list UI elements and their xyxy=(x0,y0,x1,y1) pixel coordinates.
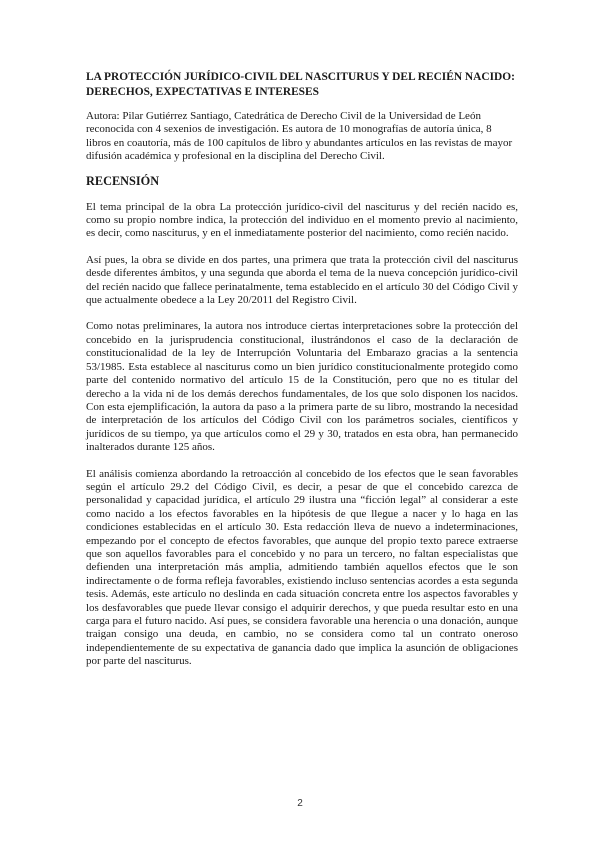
author-note: Autora: Pilar Gutiérrez Santiago, Catedrática de Derecho Civil de la Universidad de León reconocida con 4 sexenios de investigación. Es autora de 10 monografías de autoría única, 8 libros en coautoría, más de 100 capítulos de libro y abundantes artículos en las revistas de mayor difusión académica y profesional en la disciplina del Derecho Civil. xyxy=(86,110,513,163)
document-page xyxy=(86,70,518,682)
body-paragraph: Como notas preliminares, la autora nos introduce ciertas interpretaciones sobre la protección del concebido en la jurisprudencia constitucional, ilustrándonos el caso de la declaración de constitucionalidad de la ley de Interrupción Voluntaria del Embarazo gracias a la sentencia 53/1985. Esta establece al nasciturus como un bien jurídico constitucionalmente protegido como parte del contenido normativo del artículo 15 de la Constitución, pero que no es titular del derecho a la vida ni de los demás derechos fundamentales, de los que solo disponen los nacidos. Con esta ejemplificación, la autora da paso a la primera parte de su libro, mostrando la necesidad de interpretación de los artículos del Código Civil con los parámetros sociales, científicos y jurídicos de su tiempo, ya que artículos como el 29 y 30, tratados en esta obra, han permanecido inalterados durante 125 años. xyxy=(86,320,518,454)
body-paragraph: Así pues, la obra se divide en dos partes, una primera que trata la protección civil del nasciturus desde diferentes ámbitos, y una segunda que aborda el tema de la nueva concepción jurídico-civil del recién nacido que fallece perinatalmente, tema establecido en el artículo 30 del Código Civil y que actualmente obedece a la Ley 20/2011 del Registro Civil. xyxy=(86,253,518,307)
document-title: LA PROTECCIÓN JURÍDICO-CIVIL DEL NASCITURUS Y DEL RECIÉN NACIDO: DERECHOS, EXPECTATIVAS E INTERESES xyxy=(86,71,515,98)
section-heading: RECENSIÓN xyxy=(86,173,160,188)
body-paragraph: El tema principal de la obra La protección jurídico-civil del nasciturus y del recién nacido es, como su propio nombre indica, la protección del individuo en el momento previo al nacimiento, es decir, como nasciturus, y en el inmediatamente posterior del nacimiento, como recién nacido. xyxy=(86,200,518,240)
body-paragraph: El análisis comienza abordando la retroacción al concebido de los efectos que le sean favorables según el artículo 29.2 del Código Civil, es decir, a pesar de que el concebido carezca de personalidad y capacidad jurídica, el artículo 29 ilustra una “ficción legal” al considerar a este como nacido a los efectos favorables en la hipótesis de que llegue a nacer y lo haga en las condiciones establecidas en el artículo 30. Esta redacción lleva de nuevo a indeterminaciones, empezando por el concepto de efectos favorables, que aunque del propio texto parece extraerse que son aquellos favorables para el concebido y no para un tercero, no faltan especialistas que defienden una interpretación más amplia, admitiendo también aquellos efectos que le son indirectamente o de forma refleja favorables, existiendo incluso sentencias acordes a esta segunda tesis. Además, este artículo no deslinda en cada situación concreta entre los aspectos favorables y los desfavorables que puede llevar consigo el adquirir derechos, y que pueda resultar esto en una carga para el futuro nacido. Así pues, se considera favorable una herencia o una donación, aunque traigan consigo una deuda, en cambio, no se considera como tal un contrato oneroso independientemente de su expectativa de ganancia dado que implica la asunción de obligaciones por parte del nasciturus. xyxy=(86,467,518,668)
page-number: 2 xyxy=(297,798,303,809)
